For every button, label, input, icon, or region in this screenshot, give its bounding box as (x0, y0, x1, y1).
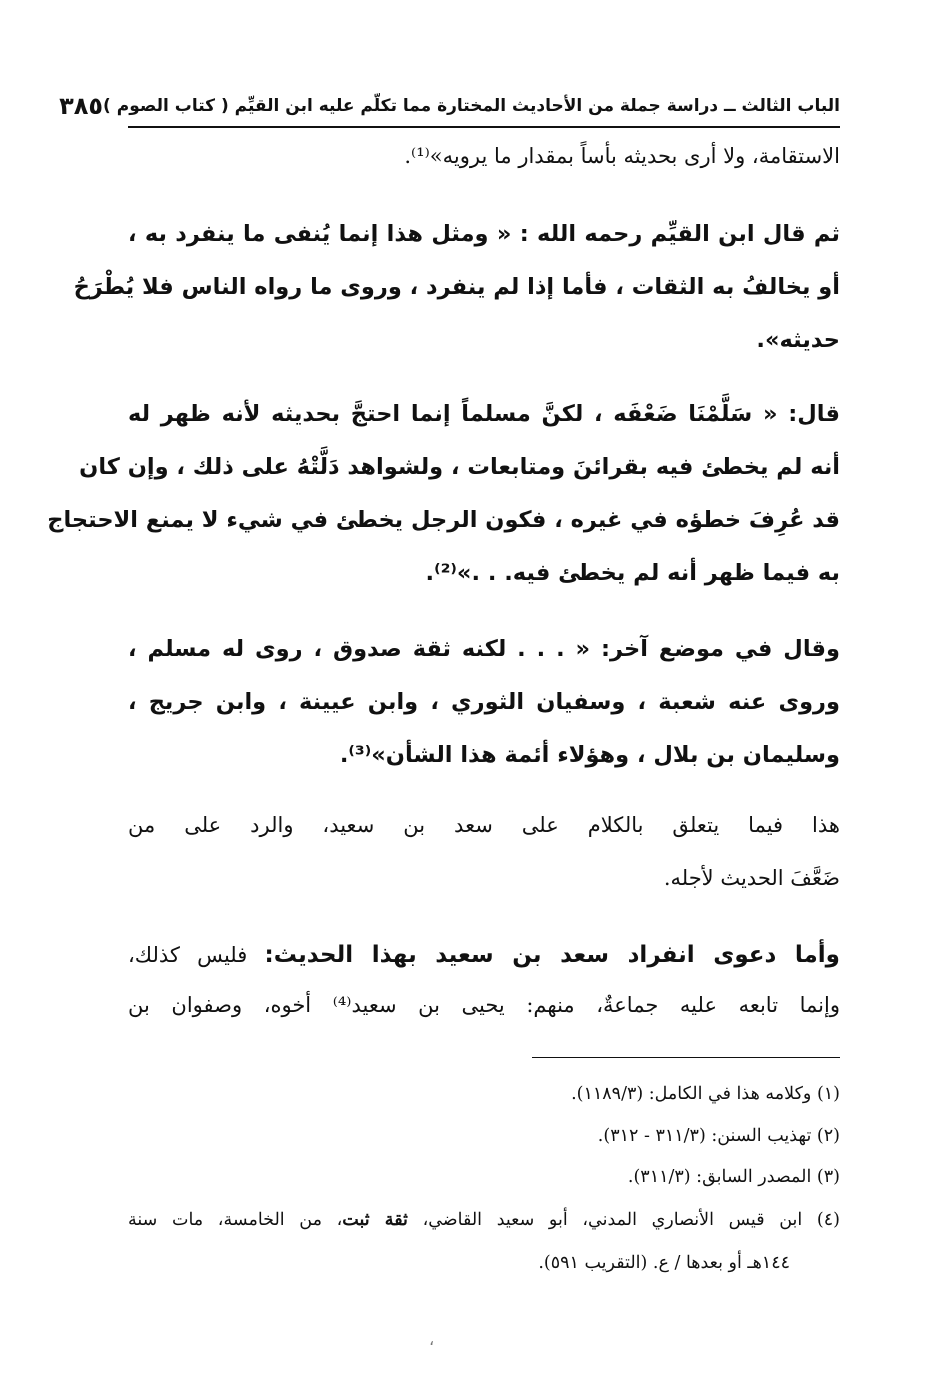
text-span: (٤) ابن قيس الأنصاري المدني، أبو سعيد القاضي، (407, 1210, 840, 1230)
footnote: (٢) تهذيب السنن: (٣١١/٣ - ٣١٢). (597, 1126, 840, 1146)
text-span: فليس كذلك، (128, 943, 265, 967)
text-line: أنه لم يخطئ فيه بقرائنَ ومتابعات ، ولشواهد دَلَّتْهُ على ذلك ، وإن كان (79, 454, 840, 480)
text-line: ثم قال ابن القيِّم رحمه الله : « ومثل هذا إنما يُنفى ما ينفرد به ، (128, 221, 840, 247)
footnote: (١) وكلامه هذا في الكامل: (١١٨٩/٣). (571, 1084, 840, 1104)
text-line: قال: « سَلَّمْنَا ضَعْفَه ، لكنَّ مسلماً إنما احتجَّ بحديثه لأنه ظهر له (128, 401, 840, 427)
footnote-continuation: ١٤٤هـ أو بعدها / ع. (التقريب ٥٩١). (538, 1253, 790, 1273)
text-line: أو يخالفُ به الثقات ، فأما إذا لم ينفرد ، وروى ما رواه الناس فلا يُطْرَحُ (73, 274, 840, 300)
text-line: وروى عنه شعبة ، وسفيان الثوري ، وابن عيينة ، وابن جريج ، (128, 689, 840, 715)
running-header (59, 86, 840, 128)
text-line: الاستقامة، ولا أرى بحديثه بأساً بمقدار ما يرويه»⁽¹⁾. (404, 144, 840, 168)
text-line: قد عُرِفَ خطؤه في غيره ، فكون الرجل يخطئ في شيء لا يمنع الاحتجاج (47, 507, 840, 533)
footnote: (٣) المصدر السابق: (٣١١/٣). (627, 1167, 840, 1187)
text-line: وإنما تابعه عليه جماعةٌ، منهم: يحيى بن سعيد⁽⁴⁾ أخوه، وصفوان بن (128, 993, 840, 1017)
text-span: ، من الخامسة، مات سنة (128, 1210, 343, 1230)
text-line: وقال في موضع آخر: « . . . لكنه ثقة صدوق ، روى له مسلم ، (128, 636, 840, 662)
bold-phrase: ثقة ثبت (342, 1210, 408, 1230)
text-line: وسليمان بن بلال ، وهؤلاء أئمة هذا الشأن»⁽³⁾. (339, 742, 840, 768)
footnote (128, 1197, 840, 1243)
bold-phrase: وأما دعوى انفراد سعد بن سعيد بهذا الحديث: (264, 942, 840, 968)
scan-mark: ، (429, 1330, 435, 1349)
text-line: حديثه». (756, 327, 840, 353)
footnote-separator (532, 1057, 840, 1058)
text-line: هذا فيما يتعلق بالكلام على سعد بن سعيد، والرد على من (128, 813, 840, 837)
page-number: ٣٨٥ (59, 92, 104, 120)
running-title: الباب الثالث ــ دراسة جملة من الأحاديث المختارة مما تكلّم عليه ابن القيِّم ( كتاب الصوم ) (103, 96, 840, 116)
text-line: به فيما ظهر أنه لم يخطئ فيه. . .»⁽²⁾. (425, 560, 840, 586)
text-line: ضَعَّفَ الحديث لأجله. (663, 866, 840, 890)
